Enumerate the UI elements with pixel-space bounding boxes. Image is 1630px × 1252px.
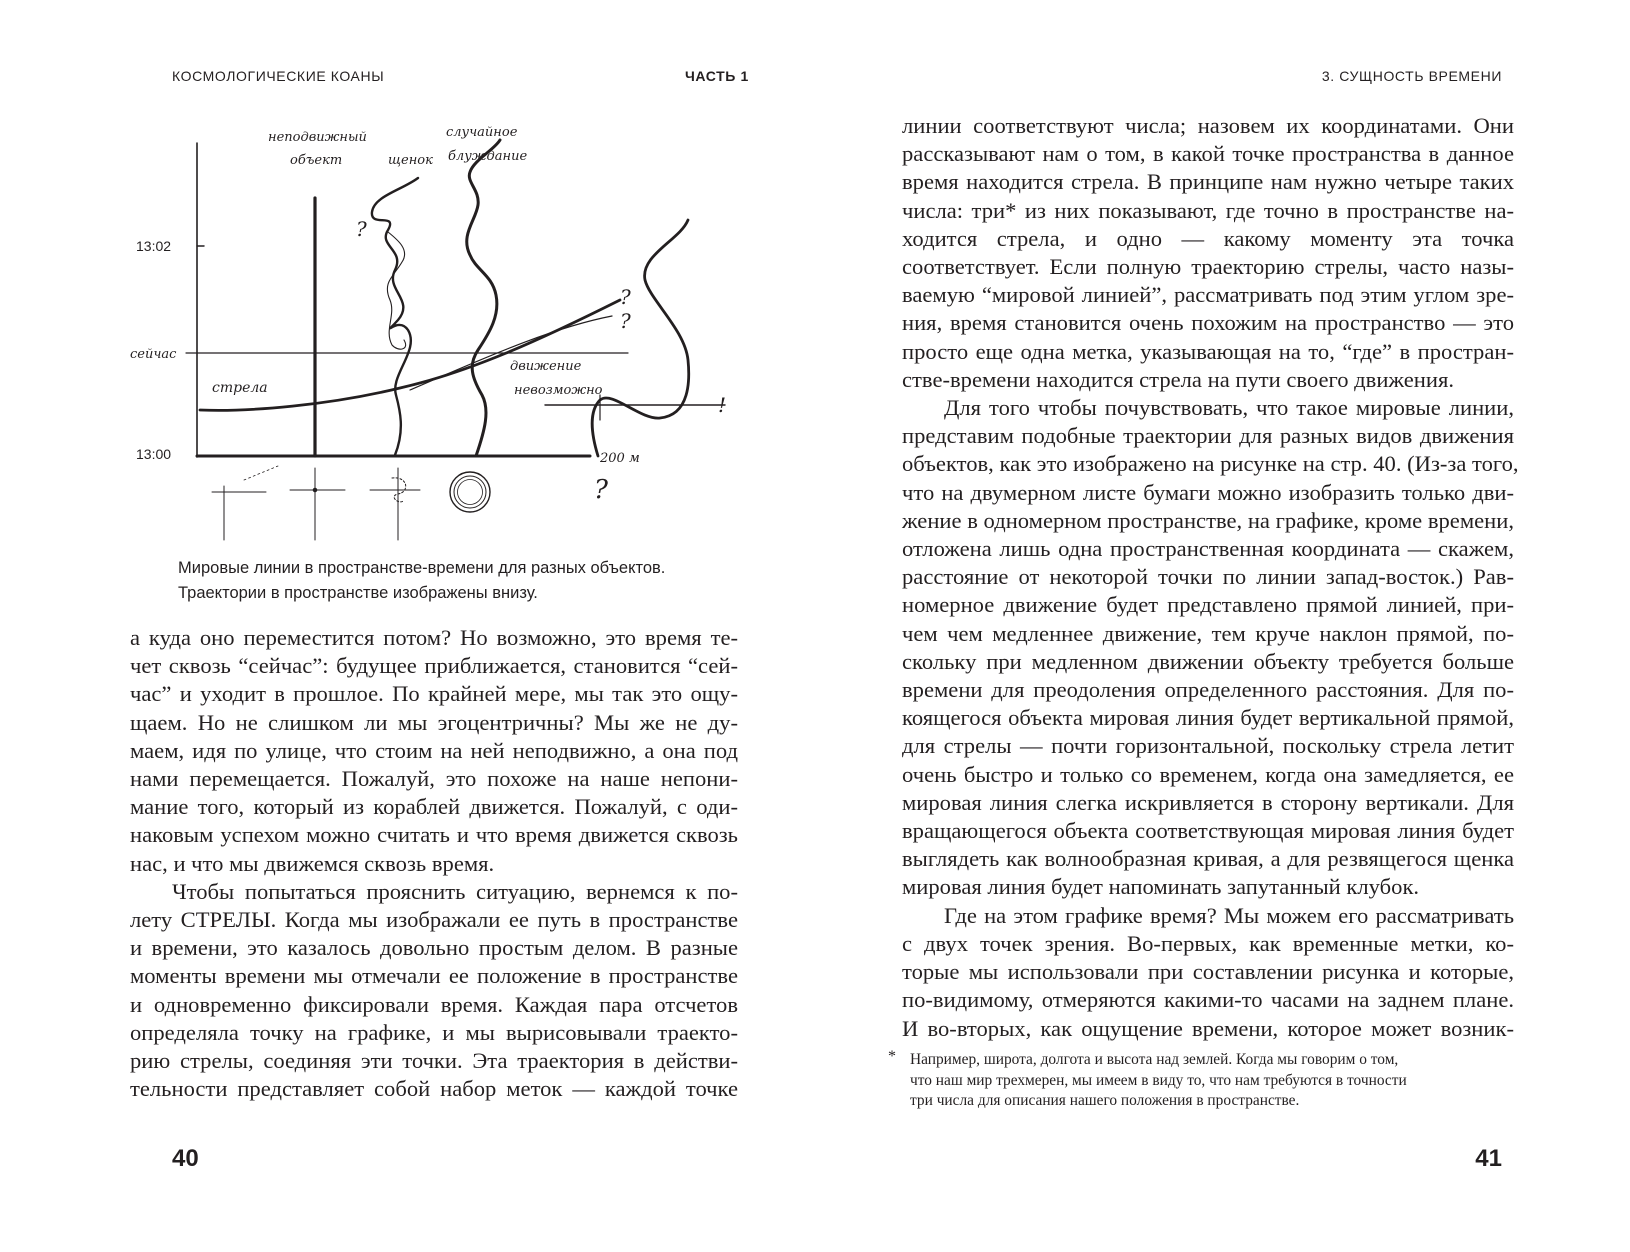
label-stationary-line2: объект (290, 153, 343, 168)
text-line: времени для преодоления определенного расстояния. Для по- (902, 677, 1514, 703)
text-line: ния, время становится очень похожим на пространство — это (902, 310, 1514, 336)
page-number-right: 41 (1475, 1145, 1502, 1172)
label-arrow: стрела (212, 380, 268, 396)
text-line: номерное движение будет представлено прямой линией, при- (902, 592, 1514, 618)
text-line: что на двумерном листе бумаги можно изобразить только дви- (902, 479, 1514, 505)
footnote-line: что наш мир трехмерен, мы имеем в виду то, что нам требуются в точности (910, 1071, 1407, 1089)
text-line: выглядеть как волнообразная кривая, а для резвящегося щенка (902, 846, 1514, 872)
text-line: очень быстро и только со временем, когда она замедляется, ее (902, 761, 1514, 787)
text-line: просто еще одна метка, указывающая на то, “где” в простран- (902, 338, 1514, 364)
text-line: определяла точку на графике, и мы вырисовывали траекто- (130, 1019, 738, 1045)
text-line: а куда оно переместится потом? Но возможно, это время те- (130, 625, 738, 650)
text-line: щаем. Но не слишком ли мы эгоцентричны? Мы же не ду- (130, 709, 738, 735)
text-line: вращающегося объекта соответствующая мировая линия будет (902, 818, 1514, 844)
page-number-left: 40 (172, 1145, 199, 1172)
text-line: ваемую “мировой линией”, рассматривать под этим углом зре- (902, 282, 1514, 308)
text-line: час” и уходит в прошлое. По крайней мере, мы так это ощу- (130, 681, 738, 707)
right-paragraph-3 (902, 902, 1514, 1043)
tick-label-1302: 13:02 (136, 238, 172, 254)
question-mark-bottom: ? (594, 475, 608, 505)
text-line: линии соответствуют числа; назовем их координатами. Они (902, 113, 1514, 138)
label-random-walk-line2: блуждание (448, 149, 528, 164)
rotation-trajectory-outer (450, 472, 490, 512)
text-line: мание того, который из кораблей движется. Пожалуй, с оди- (130, 794, 738, 820)
text-line: мировая линия слегка искривляется в сторону вертикали. Для (902, 789, 1514, 815)
footnote-line: три числа для описания нашего положения в пространстве. (910, 1092, 1300, 1109)
text-line: чет сквозь “сейчас”: будущее приближается, становится “сей- (130, 653, 738, 679)
text-line: чем чем медленнее движение, тем круче наклон прямой, по- (902, 620, 1514, 646)
tick-label-1300: 13:00 (136, 446, 172, 462)
text-line: И во-вторых, как ощущение времени, которое может возник- (902, 1015, 1514, 1041)
text-line: числа: три* из них показывают, где точно в пространстве на- (902, 197, 1514, 223)
label-puppy: щенок (388, 153, 433, 168)
text-line: и времени, это казалось довольно простым делом. В разные (130, 935, 738, 961)
text-line: рию стрелы, соединяя эти точки. Эта траектория в действи- (130, 1048, 738, 1074)
left-paragraph-2 (130, 878, 738, 1104)
text-line: Где на этом графике время? Мы можем его рассматривать (944, 902, 1514, 928)
puppy-worldline (372, 178, 418, 455)
left-page-text (130, 624, 738, 1103)
running-header-book-title: КОСМОЛОГИЧЕСКИЕ КОАНЫ (172, 68, 385, 84)
text-line: соответствует. Если полную траекторию стрелы, часто назы- (902, 254, 1514, 280)
text-line: нами перемещается. Пожалуй, это похоже на наше непони- (130, 766, 738, 792)
question-mark-arrow-2: ? (620, 309, 631, 333)
text-line: для стрелы — почти горизонтальной, поскольку стрела летит (902, 733, 1514, 759)
right-page-text (902, 112, 1519, 1043)
text-line: по-видимому, отмеряются какими-то часами на заднем плане. (902, 987, 1514, 1013)
left-paragraph-1 (130, 624, 738, 878)
text-line: коящегося объекта мировая линия будет вертикальной прямой, (902, 705, 1514, 731)
text-line: тельности представляет собой набор меток — каждой точке (130, 1076, 738, 1102)
footnote-line: Например, широта, долгота и высота над землей. Когда мы говорим о том, (910, 1051, 1399, 1068)
text-line: мировая линия будет напоминать запутанный клубок. (902, 874, 1420, 900)
text-line: лету СТРЕЛЫ. Когда мы изображали ее путь в пространстве (130, 907, 738, 933)
random-walk-worldline (467, 140, 500, 456)
text-line: ходится стрела, и одно — какому моменту эта точка (902, 225, 1514, 251)
label-now: сейчас (130, 347, 177, 362)
footnote (910, 1050, 1522, 1112)
text-line: время находится стрела. В принципе нам нужно четыре таких (902, 169, 1514, 195)
text-line: расстояние от некоторой точки по линии запад-восток.) Рав- (902, 564, 1514, 590)
label-impossible-line2: невозможно (514, 383, 603, 398)
label-impossible-line1: движение (510, 359, 582, 374)
text-line: маем, идя по улице, что стоим на ней неподвижно, а она под (130, 737, 738, 763)
caption-line: Мировые линии в пространстве-времени для разных объектов. (178, 559, 666, 577)
right-paragraph-1 (902, 112, 1514, 394)
text-line: с двух точек зрения. Во-первых, как временные метки, ко- (902, 930, 1514, 956)
label-distance: 200 м (600, 451, 640, 466)
label-stationary-line1: неподвижный (268, 130, 367, 145)
text-line: жение в одномерном пространстве, на графике, кроме времени, (902, 507, 1514, 533)
exclamation-mark: ! (718, 393, 727, 417)
text-line: объектов, как это изображено на рисунке на стр. 40. (Из-за того, (902, 451, 1519, 477)
question-mark-puppy: ? (356, 217, 367, 241)
text-line: моменты времени мы отмечали ее положение в пространстве (130, 963, 738, 989)
running-header-part: ЧАСТЬ 1 (685, 68, 749, 84)
figure-caption (178, 556, 665, 606)
text-line: скольку при медленном движении объекту требуется больше (902, 648, 1514, 674)
wavy-worldline (592, 220, 689, 456)
text-line: и одновременно фиксировали время. Каждая пара отсчетов (130, 991, 738, 1017)
text-line: рассказывают нам о том, в какой точке пространства в данное (902, 141, 1514, 167)
footnote-mark: * (888, 1048, 896, 1065)
text-line: стве-времени находится стрела на пути своего движения. (902, 366, 1454, 392)
caption-line: Траектории в пространстве изображены внизу. (178, 584, 538, 602)
running-header-chapter: 3. СУЩНОСТЬ ВРЕМЕНИ (1321, 68, 1502, 84)
text-line: нас, и что мы движемся сквозь время. (130, 850, 495, 876)
text-line: торые мы использовали при составлении рисунка и которые, (902, 959, 1514, 985)
text-line: наковым успехом можно считать и что время движется сквозь (130, 822, 738, 848)
label-random-walk-line1: случайное (446, 125, 518, 140)
right-paragraph-2 (902, 394, 1519, 902)
question-mark-arrow-1: ? (620, 285, 631, 309)
text-line: представим подобные траектории для разных видов движения (902, 423, 1514, 449)
text-line: Для того чтобы почувствовать, что такое мировые линии, (944, 395, 1514, 421)
text-line: отложена лишь одна пространственная координата — скажем, (902, 536, 1514, 562)
text-line: Чтобы попытаться прояснить ситуацию, вернемся к по- (172, 878, 738, 904)
